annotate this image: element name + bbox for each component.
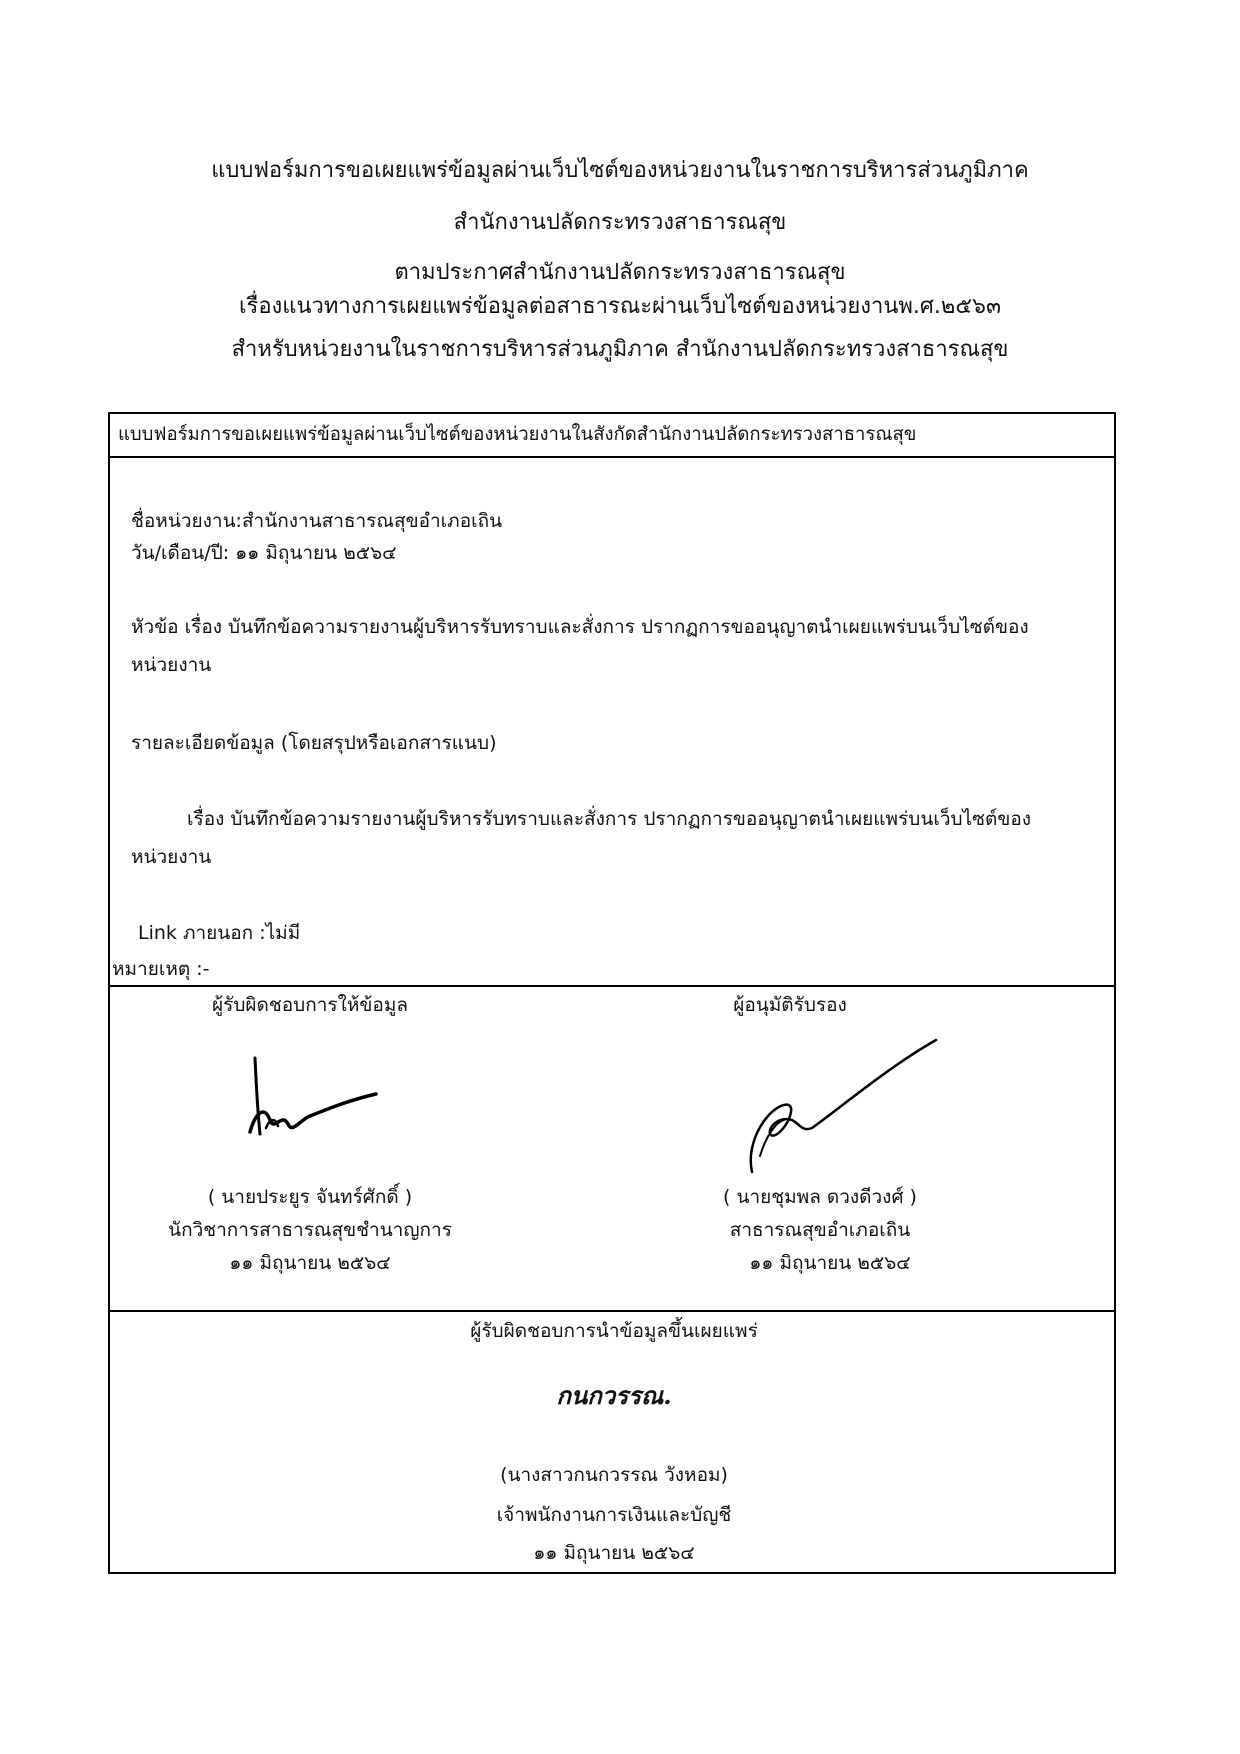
subject-line-1: หัวข้อ เรื่อง บันทึกข้อความรายงานผู้บริหารรับทราบและสั่งการ ปรากฏการขออนุญาตนำเผยแพร่บนเว็บไซต์ของ bbox=[131, 616, 1029, 638]
header-title-line: แบบฟอร์มการขอเผยแพร่ข้อมูลผ่านเว็บไซต์ของหน่วยงานในราชการบริหารส่วนภูมิภาค bbox=[211, 158, 1029, 183]
provider-date: ๑๑ มิถุนายน ๒๕๖๔ bbox=[229, 1252, 391, 1274]
subject-line-2: หน่วยงาน bbox=[131, 654, 212, 676]
approver-name: ( นายชุมพล ดวงดีวงศ์ ) bbox=[723, 1186, 917, 1208]
remark: หมายเหตุ :- bbox=[112, 958, 210, 980]
form-title: แบบฟอร์มการขอเผยแพร่ข้อมูลผ่านเว็บไซต์ของหน่วยงานในสังกัดสำนักงานปลัดกระทรวงสาธารณสุข bbox=[118, 424, 917, 445]
publisher-name: (นางสาวกนกวรรณ วังหอม) bbox=[500, 1464, 728, 1486]
divider bbox=[110, 456, 1114, 458]
approver-role: ผู้อนุมัติรับรอง bbox=[733, 994, 847, 1016]
provider-name: ( นายประยูร จันทร์ศักดิ์ ) bbox=[207, 1186, 413, 1208]
approver-position: สาธารณสุขอำเภอเถิน bbox=[729, 1219, 911, 1241]
request-form-table bbox=[108, 412, 1116, 1574]
provider-position: นักวิชาการสาธารณสุขชำนาญการ bbox=[168, 1219, 452, 1241]
approver-date: ๑๑ มิถุนายน ๒๕๖๔ bbox=[749, 1252, 911, 1274]
divider bbox=[110, 985, 1114, 987]
unit-name: ชื่อหน่วยงาน:สำนักงานสาธารณสุขอำเภอเถิน bbox=[131, 510, 503, 532]
details-line-1: เรื่อง บันทึกข้อความรายงานผู้บริหารรับทราบและสั่งการ ปรากฏการขออนุญาตนำเผยแพร่บนเว็บไซต์ของ bbox=[187, 808, 1032, 830]
header-scope-line: สำหรับหน่วยงานในราชการบริหารส่วนภูมิภาค สำนักงานปลัดกระทรวงสาธารณสุข bbox=[231, 337, 1009, 362]
publisher-position: เจ้าพนักงานการเงินและบัญชี bbox=[496, 1504, 732, 1526]
divider bbox=[110, 1310, 1114, 1312]
header-announcement-line: ตามประกาศสำนักงานปลัดกระทรวงสาธารณสุข bbox=[394, 260, 846, 285]
form-date: วัน/เดือน/ปี: ๑๑ มิถุนายน ๒๕๖๔ bbox=[131, 542, 397, 564]
publisher-role: ผู้รับผิดชอบการนำข้อมูลขึ้นเผยแพร่ bbox=[470, 1320, 758, 1342]
publisher-signature: กนกวรรณ. bbox=[556, 1381, 672, 1410]
approver-signature bbox=[740, 1036, 940, 1176]
details-line-2: หน่วยงาน bbox=[131, 846, 212, 868]
provider-signature bbox=[230, 1054, 390, 1144]
details-label: รายละเอียดข้อมูล (โดยสรุปหรือเอกสารแนบ) bbox=[131, 732, 497, 754]
external-link: Link ภายนอก :ไม่มี bbox=[138, 922, 301, 944]
provider-role: ผู้รับผิดชอบการให้ข้อมูล bbox=[212, 994, 408, 1016]
header-agency-line: สำนักงานปลัดกระทรวงสาธารณสุข bbox=[453, 210, 787, 235]
header-subject-line: เรื่องแนวทางการเผยแพร่ข้อมูลต่อสาธารณะผ่านเว็บไซต์ของหน่วยงานพ.ศ.๒๕๖๓ bbox=[238, 294, 1002, 319]
publisher-date: ๑๑ มิถุนายน ๒๕๖๔ bbox=[533, 1542, 695, 1564]
